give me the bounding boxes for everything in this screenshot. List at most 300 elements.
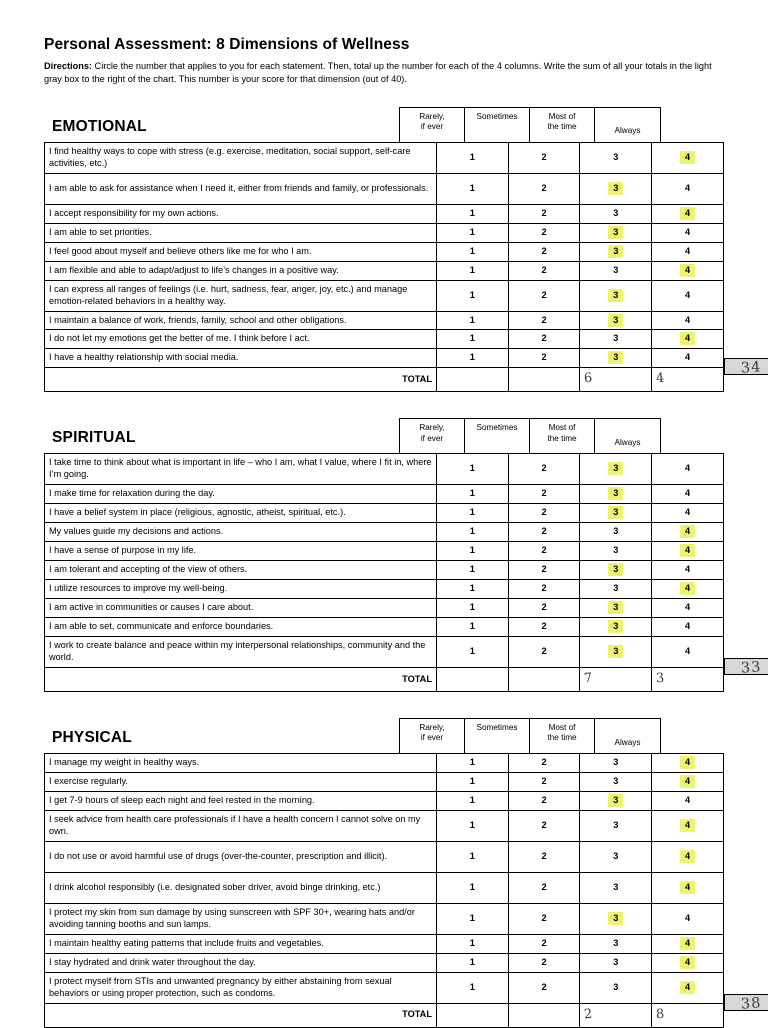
rating-option-2[interactable]	[508, 953, 580, 972]
table-row	[45, 330, 724, 349]
rating-number: 3	[613, 264, 619, 275]
assessment-section	[44, 107, 762, 393]
rating-number: 1	[469, 151, 475, 162]
rating-option-3[interactable]	[580, 504, 652, 523]
rating-option-1[interactable]	[436, 330, 508, 349]
statement-text: I have a healthy relationship with social media.	[45, 349, 437, 368]
rating-option-2[interactable]	[508, 903, 580, 934]
table-row	[45, 261, 724, 280]
total-value: 3	[655, 670, 666, 687]
rating-number: 4	[685, 602, 691, 613]
table-row	[45, 903, 724, 934]
rating-option-1[interactable]	[436, 504, 508, 523]
rating-number: 3	[613, 881, 619, 892]
rating-number: 4	[685, 289, 691, 300]
rating-option-1[interactable]	[436, 142, 508, 173]
rating-number: 2	[541, 819, 547, 830]
dimension-score-box[interactable]	[724, 994, 768, 1011]
rating-number: 1	[469, 646, 475, 656]
rating-number: 2	[541, 646, 547, 656]
rating-number: 2	[541, 545, 547, 556]
rating-option-2[interactable]	[508, 580, 580, 599]
column-headers	[399, 718, 661, 753]
rating-option-3[interactable]	[580, 753, 652, 772]
column-header	[465, 719, 530, 753]
statement-text: My values guide my decisions and actions.	[45, 523, 437, 542]
rating-option-1[interactable]	[436, 242, 508, 261]
rating-option-4[interactable]	[652, 523, 724, 542]
rating-number: 2	[541, 264, 547, 275]
rating-option-3[interactable]	[580, 561, 652, 580]
rating-option-2[interactable]	[508, 242, 580, 261]
rating-option-3[interactable]	[580, 330, 652, 349]
rating-number: 4	[685, 564, 691, 575]
rating-number: 1	[469, 981, 475, 992]
rating-option-4[interactable]	[652, 599, 724, 618]
dimension-score-value: 33	[740, 659, 762, 677]
column-header-line1: Always	[614, 126, 641, 136]
rating-number: 2	[541, 289, 547, 300]
rating-option-2[interactable]	[508, 972, 580, 1003]
rating-option-3[interactable]	[580, 242, 652, 261]
column-header-line2: if ever	[420, 733, 444, 743]
rating-option-3[interactable]	[580, 261, 652, 280]
rating-option-1[interactable]	[436, 841, 508, 872]
rating-number: 1	[469, 621, 475, 632]
rating-option-2[interactable]	[508, 636, 580, 667]
table-row	[45, 223, 724, 242]
rating-option-3[interactable]	[580, 841, 652, 872]
column-headers	[399, 107, 661, 142]
rating-option-1[interactable]	[436, 791, 508, 810]
directions-body: Circle the number that applies to you for each statement. Then, total up the number for each of the 4 columns. Write the sum of all your totals in the light gray box to the right of the chart. This number is your score for that dimension (out of 40).	[44, 61, 712, 85]
rating-option-3[interactable]	[580, 599, 652, 618]
rating-number: 2	[541, 583, 547, 594]
assessment-table	[44, 142, 724, 393]
rating-option-1[interactable]	[436, 204, 508, 223]
total-cell[interactable]	[580, 368, 652, 392]
total-cell[interactable]	[508, 1003, 580, 1027]
rating-option-2[interactable]	[508, 810, 580, 841]
dimension-score-box[interactable]	[724, 658, 768, 675]
rating-option-2[interactable]	[508, 599, 580, 618]
table-row	[45, 242, 724, 261]
rating-option-2[interactable]	[508, 223, 580, 242]
rating-option-3[interactable]	[580, 810, 652, 841]
table-row	[45, 841, 724, 872]
selected-rating: 3	[608, 506, 623, 519]
rating-option-2[interactable]	[508, 772, 580, 791]
section-title: EMOTIONAL	[52, 117, 147, 135]
total-label: TOTAL	[45, 368, 437, 392]
rating-option-3[interactable]	[580, 173, 652, 204]
column-header	[465, 108, 530, 142]
column-header-line1: Sometimes	[476, 111, 518, 121]
rating-option-1[interactable]	[436, 599, 508, 618]
assessment-section	[44, 418, 762, 692]
rating-option-1[interactable]	[436, 454, 508, 485]
statement-text: I make time for relaxation during the day.	[45, 485, 437, 504]
rating-option-4[interactable]	[652, 542, 724, 561]
table-row	[45, 504, 724, 523]
total-label: TOTAL	[45, 1003, 437, 1027]
rating-option-1[interactable]	[436, 753, 508, 772]
rating-option-4[interactable]	[652, 618, 724, 637]
statement-text: I drink alcohol responsibly (i.e. designated sober driver, avoid binge drinking, etc.)	[45, 872, 437, 903]
dimension-score-value: 38	[740, 995, 762, 1013]
rating-option-3[interactable]	[580, 454, 652, 485]
rating-option-2[interactable]	[508, 204, 580, 223]
rating-number: 4	[685, 245, 691, 256]
table-row	[45, 542, 724, 561]
rating-option-4[interactable]	[652, 772, 724, 791]
rating-number: 3	[613, 756, 619, 767]
rating-number: 2	[541, 314, 547, 325]
rating-option-4[interactable]	[652, 242, 724, 261]
table-row	[45, 173, 724, 204]
rating-option-1[interactable]	[436, 523, 508, 542]
column-header	[400, 108, 465, 142]
rating-number: 1	[469, 819, 475, 830]
rating-option-2[interactable]	[508, 349, 580, 368]
rating-option-2[interactable]	[508, 753, 580, 772]
selected-rating: 4	[680, 582, 695, 595]
rating-number: 2	[541, 621, 547, 632]
rating-option-1[interactable]	[436, 261, 508, 280]
table-row	[45, 810, 724, 841]
rating-option-2[interactable]	[508, 280, 580, 311]
rating-option-2[interactable]	[508, 485, 580, 504]
total-cell[interactable]	[436, 667, 508, 691]
rating-option-2[interactable]	[508, 934, 580, 953]
rating-number: 4	[685, 182, 691, 193]
statement-text: I am active in communities or causes I care about.	[45, 599, 437, 618]
rating-option-2[interactable]	[508, 454, 580, 485]
total-cell[interactable]	[652, 368, 724, 392]
assessment-table	[44, 453, 724, 692]
column-header	[400, 719, 465, 753]
rating-option-4[interactable]	[652, 485, 724, 504]
rating-number: 1	[469, 314, 475, 325]
rating-number: 1	[469, 333, 475, 344]
section-title: PHYSICAL	[52, 728, 132, 746]
rating-option-1[interactable]	[436, 872, 508, 903]
rating-option-4[interactable]	[652, 934, 724, 953]
rating-option-2[interactable]	[508, 330, 580, 349]
total-cell[interactable]	[652, 1003, 724, 1027]
table-row	[45, 934, 724, 953]
table-row	[45, 454, 724, 485]
rating-option-3[interactable]	[580, 485, 652, 504]
rating-option-1[interactable]	[436, 580, 508, 599]
rating-option-4[interactable]	[652, 561, 724, 580]
selected-rating: 3	[608, 620, 623, 633]
total-row	[45, 1003, 724, 1027]
selected-rating: 3	[608, 601, 623, 614]
statement-text: I do not use or avoid harmful use of drugs (over-the-counter, prescription and illicit).	[45, 841, 437, 872]
statement-text: I find healthy ways to cope with stress (e.g. exercise, meditation, social support, self-care activities, etc.)	[45, 142, 437, 173]
rating-option-3[interactable]	[580, 618, 652, 637]
rating-option-3[interactable]	[580, 791, 652, 810]
rating-number: 2	[541, 207, 547, 218]
rating-option-2[interactable]	[508, 261, 580, 280]
rating-number: 2	[541, 794, 547, 805]
rating-option-4[interactable]	[652, 636, 724, 667]
rating-number: 2	[541, 507, 547, 518]
total-cell[interactable]	[580, 1003, 652, 1027]
rating-option-3[interactable]	[580, 523, 652, 542]
rating-number: 1	[469, 226, 475, 237]
column-header-line2: the time	[547, 121, 577, 131]
statement-text: I seek advice from health care professionals if I have a health concern I cannot solve on my own.	[45, 810, 437, 841]
rating-option-1[interactable]	[436, 280, 508, 311]
rating-option-3[interactable]	[580, 349, 652, 368]
rating-number: 1	[469, 756, 475, 767]
rating-option-4[interactable]	[652, 142, 724, 173]
rating-number: 2	[541, 937, 547, 948]
rating-option-4[interactable]	[652, 311, 724, 330]
rating-option-1[interactable]	[436, 223, 508, 242]
rating-option-1[interactable]	[436, 810, 508, 841]
rating-option-1[interactable]	[436, 561, 508, 580]
total-cell[interactable]	[436, 368, 508, 392]
rating-option-2[interactable]	[508, 841, 580, 872]
rating-option-4[interactable]	[652, 204, 724, 223]
selected-rating: 3	[608, 314, 623, 327]
total-row	[45, 667, 724, 691]
rating-option-2[interactable]	[508, 791, 580, 810]
rating-number: 3	[613, 937, 619, 948]
statement-text: I exercise regularly.	[45, 772, 437, 791]
column-header-line1: Always	[614, 438, 641, 448]
rating-option-3[interactable]	[580, 772, 652, 791]
rating-number: 1	[469, 245, 475, 256]
rating-option-4[interactable]	[652, 349, 724, 368]
total-cell[interactable]	[436, 1003, 508, 1027]
rating-option-3[interactable]	[580, 903, 652, 934]
rating-number: 2	[541, 352, 547, 363]
rating-option-1[interactable]	[436, 636, 508, 667]
total-value: 6	[583, 371, 595, 387]
rating-option-2[interactable]	[508, 311, 580, 330]
rating-option-4[interactable]	[652, 261, 724, 280]
selected-rating: 4	[680, 544, 695, 557]
rating-option-1[interactable]	[436, 972, 508, 1003]
statement-text: I maintain a balance of work, friends, family, school and other obligations.	[45, 311, 437, 330]
statement-text: I accept responsibility for my own actions.	[45, 204, 437, 223]
rating-option-1[interactable]	[436, 934, 508, 953]
statement-text: I protect myself from STIs and unwanted pregnancy by either abstaining from sexual behaviors or using proper protection, such as condoms.	[45, 972, 437, 1003]
rating-option-4[interactable]	[652, 841, 724, 872]
rating-option-3[interactable]	[580, 542, 652, 561]
rating-option-2[interactable]	[508, 504, 580, 523]
statement-text: I am tolerant and accepting of the view of others.	[45, 561, 437, 580]
rating-option-1[interactable]	[436, 311, 508, 330]
selected-rating: 4	[680, 850, 695, 863]
rating-option-4[interactable]	[652, 280, 724, 311]
column-header-line1: Most of	[548, 722, 576, 732]
selected-rating: 4	[680, 937, 695, 950]
rating-option-4[interactable]	[652, 173, 724, 204]
selected-rating: 4	[680, 264, 695, 277]
selected-rating: 3	[608, 245, 623, 258]
rating-number: 4	[685, 226, 691, 237]
rating-option-1[interactable]	[436, 903, 508, 934]
statement-text: I am able to set, communicate and enforce boundaries.	[45, 618, 437, 637]
rating-number: 3	[613, 333, 619, 344]
rating-number: 3	[613, 775, 619, 786]
rating-option-2[interactable]	[508, 618, 580, 637]
column-header	[465, 419, 530, 453]
assessment-section	[44, 718, 762, 1028]
statement-text: I maintain healthy eating patterns that include fruits and vegetables.	[45, 934, 437, 953]
selected-rating: 3	[608, 462, 623, 475]
rating-option-3[interactable]	[580, 872, 652, 903]
rating-option-1[interactable]	[436, 173, 508, 204]
statement-text: I do not let my emotions get the better of me. I think before I act.	[45, 330, 437, 349]
total-cell[interactable]	[508, 667, 580, 691]
rating-option-1[interactable]	[436, 772, 508, 791]
rating-number: 2	[541, 775, 547, 786]
statement-text: I work to create balance and peace within my interpersonal relationships, community and the world.	[45, 636, 437, 667]
rating-option-2[interactable]	[508, 523, 580, 542]
rating-option-2[interactable]	[508, 872, 580, 903]
total-cell[interactable]	[508, 368, 580, 392]
rating-number: 1	[469, 526, 475, 537]
rating-option-3[interactable]	[580, 280, 652, 311]
rating-option-1[interactable]	[436, 953, 508, 972]
statement-text: I protect my skin from sun damage by using sunscreen with SPF 30+, wearing hats and/or avoiding tanning booths and sun lamps.	[45, 903, 437, 934]
rating-option-1[interactable]	[436, 349, 508, 368]
rating-option-3[interactable]	[580, 972, 652, 1003]
rating-option-3[interactable]	[580, 142, 652, 173]
rating-option-4[interactable]	[652, 791, 724, 810]
rating-option-4[interactable]	[652, 330, 724, 349]
table-row	[45, 618, 724, 637]
rating-option-4[interactable]	[652, 810, 724, 841]
rating-number: 2	[541, 488, 547, 499]
rating-option-4[interactable]	[652, 903, 724, 934]
rating-option-4[interactable]	[652, 223, 724, 242]
rating-number: 4	[685, 912, 691, 923]
column-headers	[399, 418, 661, 453]
selected-rating: 4	[680, 332, 695, 345]
rating-number: 1	[469, 463, 475, 474]
rating-option-4[interactable]	[652, 753, 724, 772]
table-row	[45, 753, 724, 772]
rating-number: 2	[541, 881, 547, 892]
statement-text: I get 7-9 hours of sleep each night and feel rested in the morning.	[45, 791, 437, 810]
total-value: 7	[583, 670, 595, 687]
rating-option-3[interactable]	[580, 223, 652, 242]
assessment-table	[44, 753, 724, 1028]
table-row	[45, 311, 724, 330]
rating-option-2[interactable]	[508, 142, 580, 173]
rating-option-2[interactable]	[508, 173, 580, 204]
rating-number: 2	[541, 850, 547, 861]
column-header	[595, 719, 660, 753]
rating-number: 2	[541, 912, 547, 923]
rating-number: 3	[613, 981, 619, 992]
rating-number: 3	[613, 819, 619, 830]
rating-option-3[interactable]	[580, 953, 652, 972]
column-header	[595, 108, 660, 142]
rating-number: 2	[541, 602, 547, 613]
column-header	[595, 419, 660, 453]
column-header-line2: if ever	[420, 433, 444, 443]
rating-number: 2	[541, 245, 547, 256]
rating-option-2[interactable]	[508, 561, 580, 580]
table-row	[45, 791, 724, 810]
dimension-score-value: 34	[740, 359, 762, 378]
selected-rating: 4	[680, 956, 695, 969]
total-label: TOTAL	[45, 667, 437, 691]
rating-number: 4	[685, 621, 691, 632]
selected-rating: 3	[608, 645, 623, 658]
section-title: SPIRITUAL	[52, 429, 136, 447]
total-cell[interactable]	[580, 667, 652, 691]
rating-option-3[interactable]	[580, 636, 652, 667]
selected-rating: 3	[608, 351, 623, 364]
rating-number: 3	[613, 956, 619, 967]
rating-option-3[interactable]	[580, 934, 652, 953]
table-row	[45, 599, 724, 618]
rating-option-1[interactable]	[436, 485, 508, 504]
selected-rating: 4	[680, 819, 695, 832]
rating-option-3[interactable]	[580, 204, 652, 223]
rating-option-1[interactable]	[436, 618, 508, 637]
selected-rating: 4	[680, 981, 695, 994]
statement-text: I am flexible and able to adapt/adjust to life’s changes in a positive way.	[45, 261, 437, 280]
table-row	[45, 349, 724, 368]
rating-number: 1	[469, 775, 475, 786]
rating-option-4[interactable]	[652, 580, 724, 599]
rating-option-4[interactable]	[652, 454, 724, 485]
rating-option-1[interactable]	[436, 542, 508, 561]
rating-number: 1	[469, 488, 475, 499]
rating-option-4[interactable]	[652, 872, 724, 903]
column-header	[530, 719, 595, 753]
rating-number: 3	[613, 850, 619, 861]
selected-rating: 4	[680, 775, 695, 788]
rating-option-2[interactable]	[508, 542, 580, 561]
rating-number: 1	[469, 850, 475, 861]
rating-option-3[interactable]	[580, 580, 652, 599]
rating-number: 1	[469, 507, 475, 518]
table-row	[45, 872, 724, 903]
dimension-score-box[interactable]	[724, 358, 768, 378]
rating-option-3[interactable]	[580, 311, 652, 330]
total-value: 2	[583, 1006, 595, 1023]
table-row	[45, 772, 724, 791]
rating-option-4[interactable]	[652, 504, 724, 523]
column-header-line1: Rarely,	[419, 722, 445, 732]
statement-text: I have a sense of purpose in my life.	[45, 542, 437, 561]
rating-number: 4	[685, 314, 691, 325]
page-title: Personal Assessment: 8 Dimensions of Wellness	[44, 36, 410, 53]
table-row	[45, 972, 724, 1003]
rating-number: 2	[541, 226, 547, 237]
selected-rating: 4	[680, 525, 695, 538]
rating-number: 1	[469, 207, 475, 218]
rating-option-4[interactable]	[652, 953, 724, 972]
rating-number: 1	[469, 564, 475, 575]
table-row	[45, 523, 724, 542]
rating-number: 4	[685, 488, 691, 499]
total-cell[interactable]	[652, 667, 724, 691]
rating-option-4[interactable]	[652, 972, 724, 1003]
rating-number: 4	[685, 507, 691, 518]
